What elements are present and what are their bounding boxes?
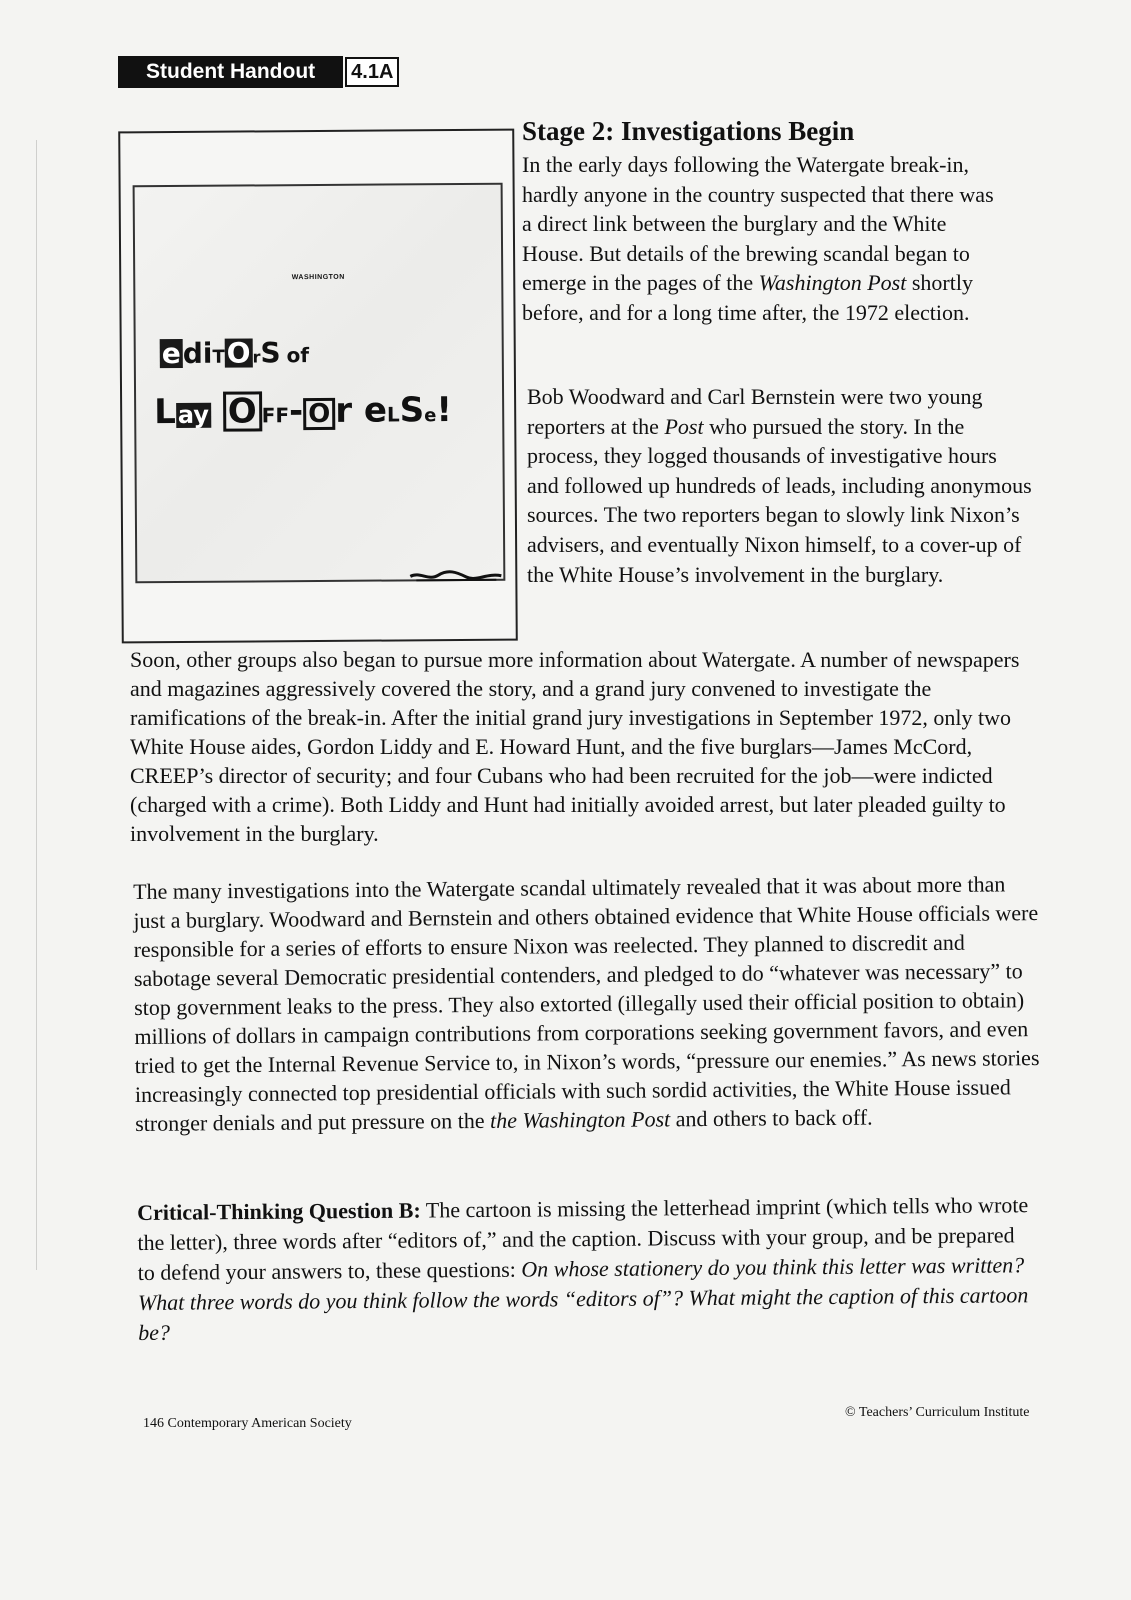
paragraph-text: who pursued the story. In the process, they logged thousands of investigative hours and followed up hundreds of leads, including anonymous sources. The two reporters began to slowly link Nixon’s advisers, and eventually Nixon himself, to a cover-up of the White House’s involvement in the burglary. xyxy=(527,413,1032,587)
question-italic: On whose stationery do you think this letter was written? What three words do you think follow the words “editors of”? What might the caption of this cartoon be? xyxy=(137,1252,1029,1345)
ransom-letter: e xyxy=(161,336,181,371)
ransom-letter: e xyxy=(363,390,388,431)
paragraph-text: and others to back off. xyxy=(670,1104,873,1132)
ransom-letter: di xyxy=(182,336,213,370)
paragraph-text: Bob Woodward and Carl Bernstein were two young reporters at the xyxy=(527,384,983,439)
footer-page-number: 146 Contemporary American Society xyxy=(143,1416,352,1431)
question-label: Critical-Thinking Question B: xyxy=(137,1197,421,1225)
signature-scribble xyxy=(408,569,503,584)
ransom-letter: r xyxy=(335,390,353,431)
ransom-letter: ! xyxy=(436,390,453,431)
paragraph-early-days xyxy=(522,150,1007,328)
critical-thinking-question xyxy=(137,1190,1033,1348)
ransom-letter: O xyxy=(223,391,262,431)
ransom-letter: O xyxy=(303,398,335,430)
paragraph-text: shortly before, and for a long time after, the 1972 election. xyxy=(522,270,973,325)
paragraph-grand-jury: Soon, other groups also began to pursue more information about Watergate. A number of newspapers and magazines aggressively covered the story, and a grand jury convened to investigate the ramifications of the break-in. After the initial grand jury investigations in September 1972, only two White House aides, Gordon Liddy and E. Howard Hunt, and the five burglars—James McCord, CREEP’s director of security; and four Cubans who had been recruited for the job—were indicted (charged with a crime). Both Liddy and Hunt had initially avoided arrest, but later pleaded guilty to involvement in the burglary. xyxy=(130,647,1020,846)
paragraph-text: The many investigations into the Watergate scandal ultimately revealed that it was about more than just a burglary. Woodward and Bernstein and others obtained evidence that White House officials were responsible for a series of efforts to ensure Nixon was reelected. They planned to discredit and sabotage several Democratic presidential contenders, and pledged to do “whatever was necessary” to stop government leaks to the press. They also extorted (illegally used their official position to obtain) millions of dollars in campaign contributions from corporations seeking government favors, and even tried to get the Internal Revenue Service to, in Nixon’s words, “pressure our enemies.” As news stories increasingly connected top presidential officials with such sordid activities, the White House issued stronger denials and put pressure on the xyxy=(133,871,1040,1136)
handout-number: 4.1A xyxy=(345,57,399,87)
ransom-letter: FF xyxy=(261,403,290,428)
ransom-word-of: of xyxy=(286,343,310,368)
question-text: The cartoon is missing the letterhead imprint (which tells who wrote the letter), three words after “editors of,” and the caption. Discuss with your group, and be prepared to defend your answers to, these questions: xyxy=(137,1192,1029,1285)
paragraph-italic: the Washington Post xyxy=(489,1106,671,1133)
ransom-letter: S xyxy=(399,390,425,431)
scan-edge-line xyxy=(36,140,37,1270)
footer-copyright: © Teachers’ Curriculum Institute xyxy=(845,1405,1030,1420)
ransom-line-lay-off xyxy=(154,390,452,432)
paragraph-text: In the early days following the Watergate break-in, hardly anyone in the country suspected that there was a direct link between the burglary and the White House. But details of the brewing scandal began to emerge in the pages of the xyxy=(522,152,994,296)
paragraph-investigations xyxy=(133,869,1040,1138)
ransom-letter: T xyxy=(212,346,225,368)
ransom-letter: - xyxy=(288,391,304,432)
cartoon-figure xyxy=(118,129,518,644)
stage-title: Stage 2: Investigations Begin xyxy=(522,116,855,146)
ransom-letter: O xyxy=(226,336,251,370)
ransom-letter: L xyxy=(154,391,176,433)
ransom-letter: e xyxy=(424,405,437,427)
handout-label: Student Handout xyxy=(118,56,343,88)
ransom-line-editors-of xyxy=(160,336,309,370)
cartoon-letter xyxy=(133,183,506,584)
handout-tag xyxy=(118,56,399,88)
ransom-letter: S xyxy=(260,336,281,370)
paragraph-italic: Washington Post xyxy=(758,270,907,296)
cartoon-masthead: WASHINGTON xyxy=(291,273,345,282)
ransom-letter: L xyxy=(386,402,400,427)
paragraph-woodward-bernstein xyxy=(527,382,1032,589)
ransom-letter: r xyxy=(252,347,261,367)
paragraph-italic: Post xyxy=(664,413,704,439)
ransom-letter: ay xyxy=(177,400,210,429)
